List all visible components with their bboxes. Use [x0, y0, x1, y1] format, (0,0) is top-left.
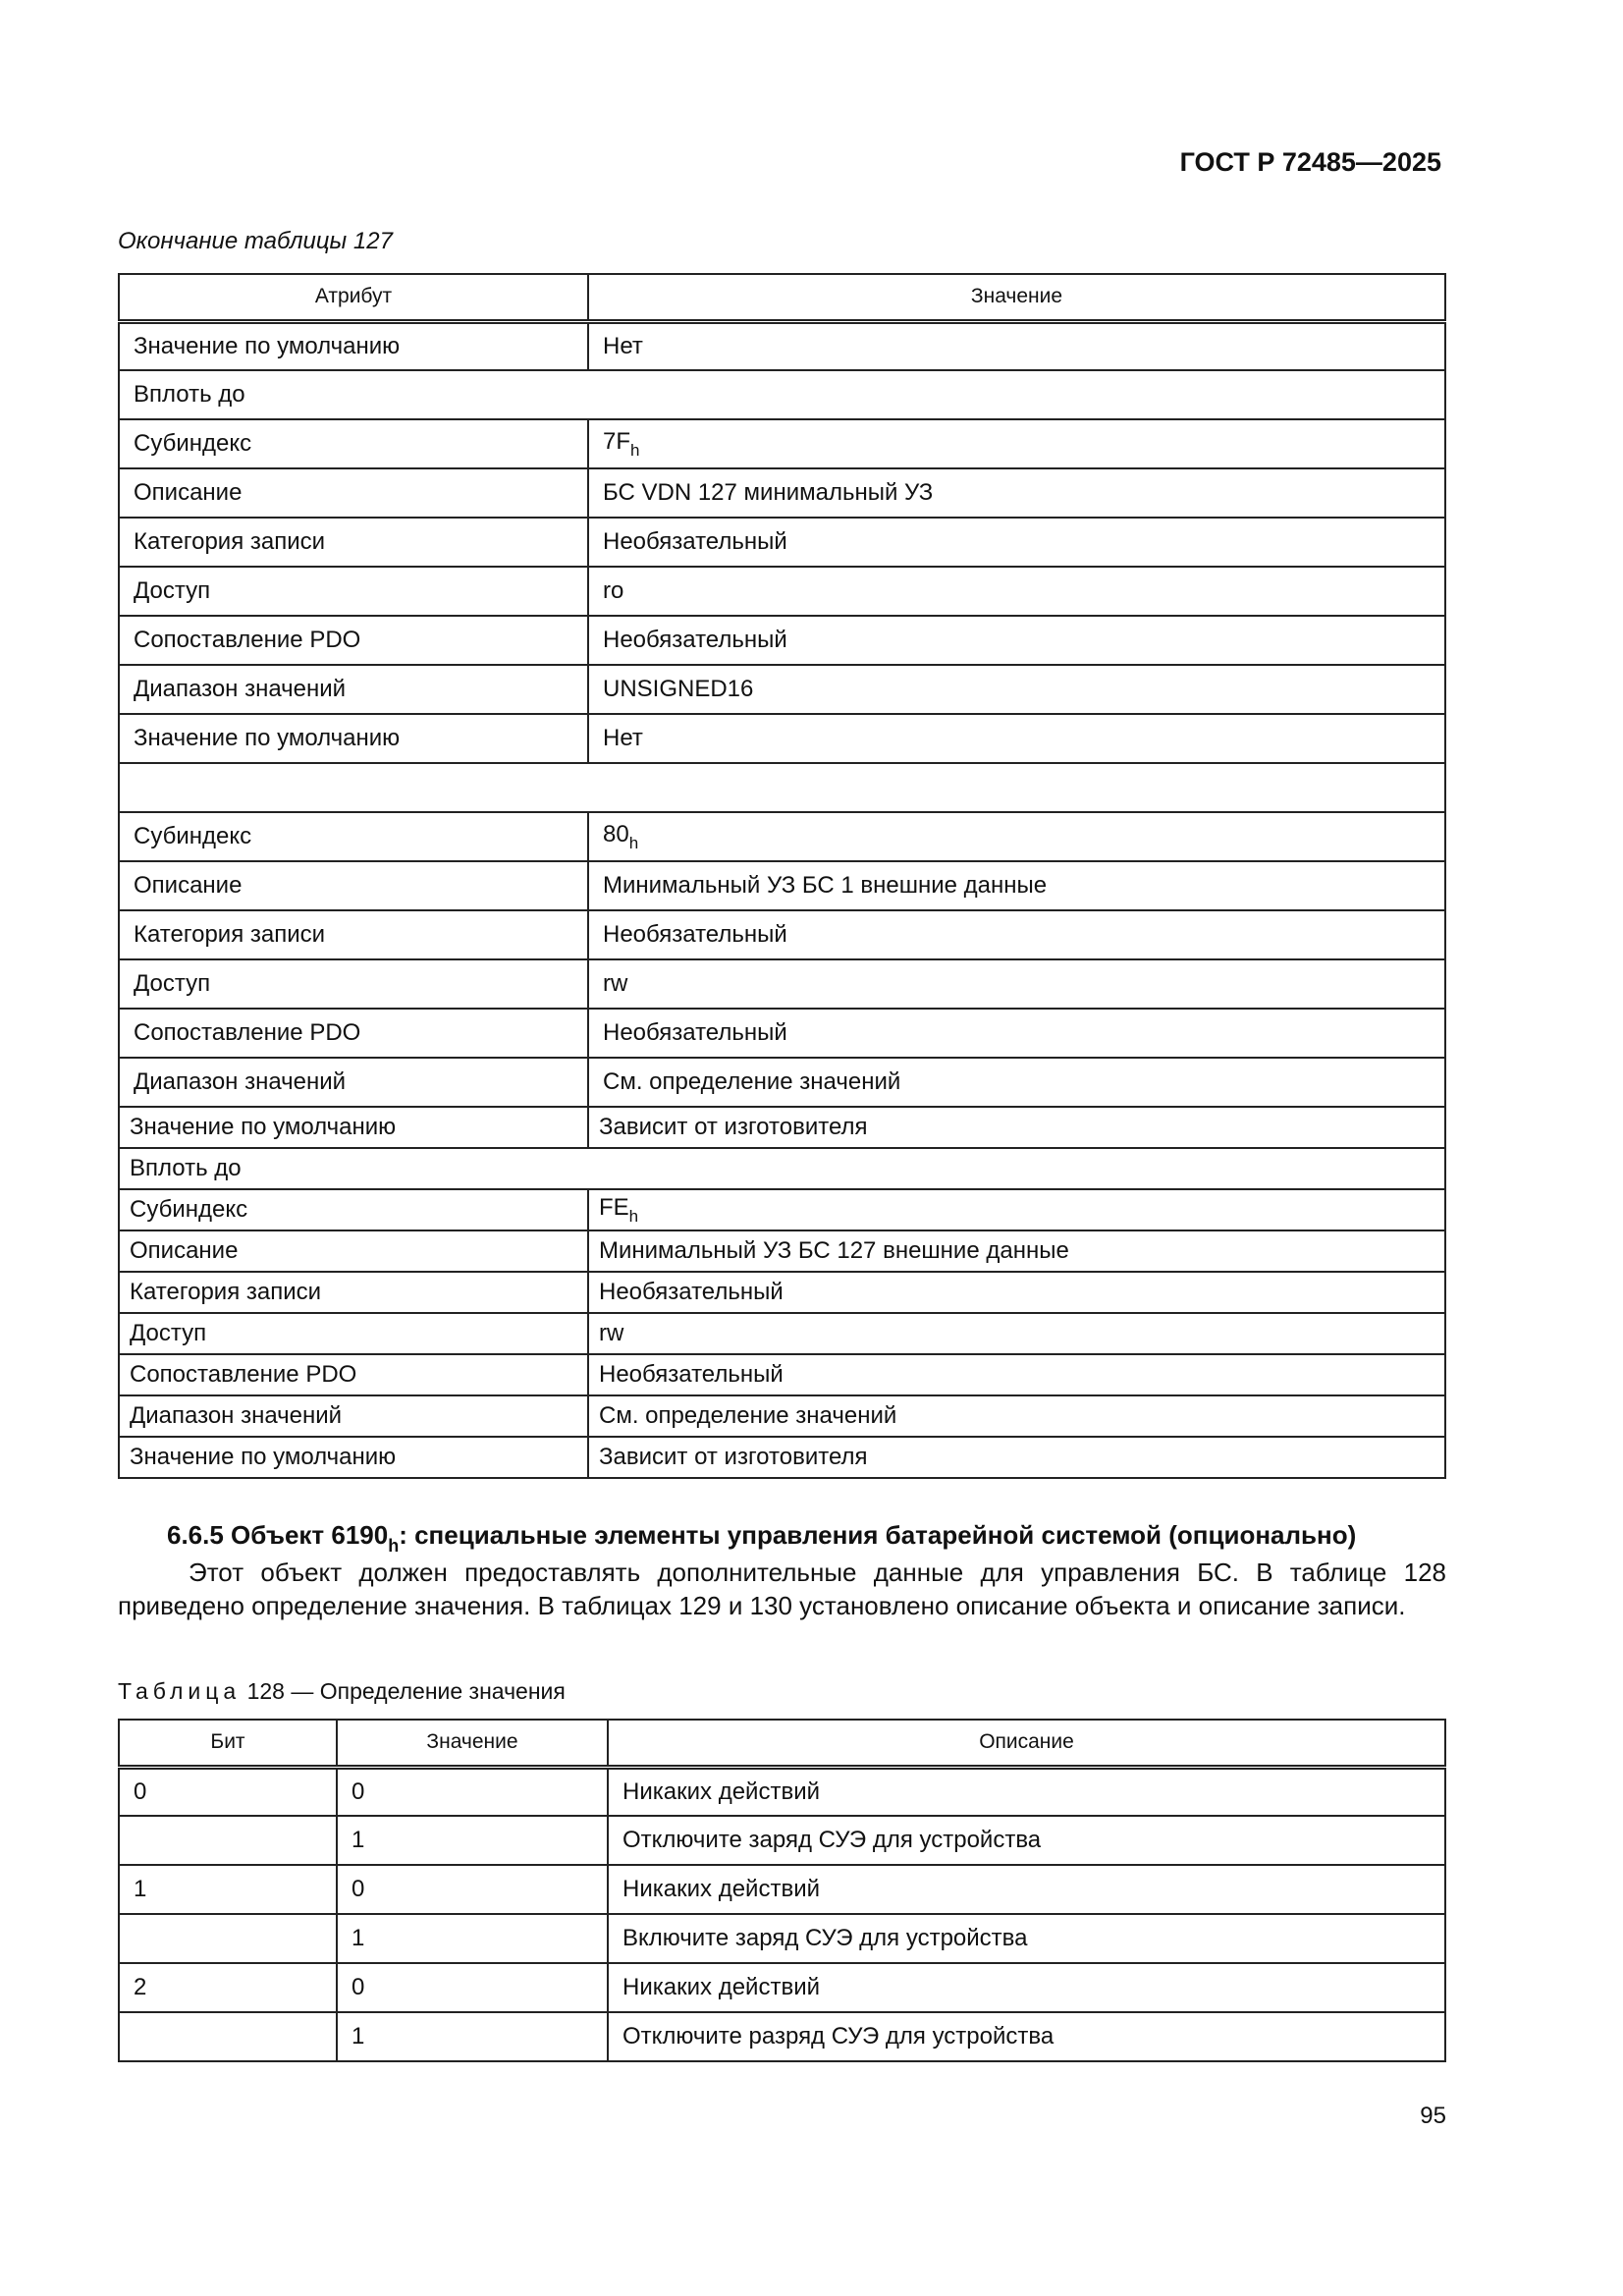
table-row	[119, 1230, 1445, 1272]
table-row	[119, 1865, 1445, 1914]
attribute-cell: Субиндекс	[119, 1189, 588, 1230]
attribute-cell: Описание	[119, 468, 588, 518]
table-row	[119, 321, 1445, 370]
attribute-cell: Категория записи	[119, 910, 588, 959]
table-127	[118, 273, 1446, 1479]
attribute-cell: Описание	[119, 861, 588, 910]
table-row	[119, 370, 1445, 419]
attribute-cell: Субиндекс	[119, 419, 588, 468]
section-paragraph: Этот объект должен предоставлять дополнительные данные для управления БС. В таблице 128 приведено определение значения. В таблицах 129 и 130 установлено описание объекта и описание записи.	[118, 1558, 1446, 1620]
value-text: 80	[603, 820, 629, 847]
table-128-caption	[118, 1678, 566, 1705]
attribute-cell: Субиндекс	[119, 812, 588, 861]
table-row	[119, 616, 1445, 665]
value-text: БС VDN 127 минимальный УЗ	[603, 479, 934, 506]
table-header-row	[119, 1720, 1445, 1767]
attribute-cell: Сопоставление PDO	[119, 1009, 588, 1058]
section-heading-subscript: h	[388, 1536, 400, 1556]
value-subscript: h	[628, 833, 639, 852]
value-cell	[588, 1395, 1445, 1437]
column-header-value: Значение	[588, 274, 1445, 321]
value-text: Зависит от изготовителя	[599, 1444, 868, 1470]
table-row	[119, 1148, 1445, 1189]
attribute-cell: Категория записи	[119, 1272, 588, 1313]
attribute-cell: Доступ	[119, 567, 588, 616]
value-text: Необязательный	[603, 1019, 787, 1046]
column-header-value: Значение	[337, 1720, 608, 1767]
value-text: Зависит от изготовителя	[599, 1114, 868, 1140]
attribute-cell: Значение по умолчанию	[119, 1107, 588, 1148]
value-cell	[588, 1354, 1445, 1395]
value-text: Необязательный	[603, 528, 787, 555]
table-row	[119, 567, 1445, 616]
table-row	[119, 861, 1445, 910]
description-cell: Никаких действий	[608, 1865, 1445, 1914]
table-row	[119, 1189, 1445, 1230]
value-cell	[588, 1107, 1445, 1148]
table-row	[119, 1354, 1445, 1395]
attribute-cell: Диапазон значений	[119, 665, 588, 714]
value-cell	[588, 468, 1445, 518]
value-cell	[588, 665, 1445, 714]
table-span-cell: Вплоть до	[119, 1148, 1445, 1189]
value-cell	[588, 1437, 1445, 1478]
value-cell: 0	[337, 1767, 608, 1816]
value-cell: 1	[337, 1914, 608, 1963]
value-text: Необязательный	[599, 1279, 784, 1305]
column-header-description: Описание	[608, 1720, 1445, 1767]
attribute-cell: Описание	[119, 1230, 588, 1272]
table-row	[119, 1767, 1445, 1816]
attribute-cell: Значение по умолчанию	[119, 714, 588, 763]
description-cell: Никаких действий	[608, 1963, 1445, 2012]
bit-cell: 0	[119, 1767, 337, 1816]
table-row	[119, 2012, 1445, 2061]
table-row	[119, 1107, 1445, 1148]
value-text: rw	[599, 1320, 624, 1346]
table-row	[119, 1963, 1445, 2012]
description-cell: Отключите заряд СУЭ для устройства	[608, 1816, 1445, 1865]
value-cell	[588, 518, 1445, 567]
table-row	[119, 1009, 1445, 1058]
table-row	[119, 714, 1445, 763]
value-cell	[588, 419, 1445, 468]
table-127-caption: Окончание таблицы 127	[118, 228, 393, 254]
bit-cell	[119, 2012, 337, 2061]
table-row	[119, 1272, 1445, 1313]
table-128	[118, 1719, 1446, 2062]
table-row	[119, 1058, 1445, 1107]
value-text: FE	[599, 1193, 629, 1221]
value-text: ro	[603, 577, 624, 604]
value-cell	[588, 1058, 1445, 1107]
attribute-cell: Доступ	[119, 1313, 588, 1354]
value-cell	[588, 1009, 1445, 1058]
value-text: Минимальный УЗ БС 127 внешние данные	[599, 1237, 1069, 1264]
table-header-row	[119, 274, 1445, 321]
value-text: Нет	[603, 725, 643, 751]
table-row	[119, 1914, 1445, 1963]
section-heading-prefix: 6.6.5 Объект 6190	[167, 1520, 389, 1550]
value-subscript: h	[630, 440, 640, 460]
table-row	[119, 812, 1445, 861]
attribute-cell: Доступ	[119, 959, 588, 1009]
table-row	[119, 763, 1445, 812]
value-cell: 1	[337, 2012, 608, 2061]
attribute-cell: Сопоставление PDO	[119, 1354, 588, 1395]
attribute-cell: Значение по умолчанию	[119, 1437, 588, 1478]
bit-cell	[119, 1816, 337, 1865]
value-cell: 0	[337, 1963, 608, 2012]
table-row	[119, 1816, 1445, 1865]
description-cell: Никаких действий	[608, 1767, 1445, 1816]
value-text: Необязательный	[599, 1361, 784, 1388]
table-span-cell: Вплоть до	[119, 370, 1445, 419]
table-row	[119, 1437, 1445, 1478]
value-cell	[588, 959, 1445, 1009]
value-cell	[588, 1189, 1445, 1230]
attribute-cell: Значение по умолчанию	[119, 321, 588, 370]
page-number: 95	[1420, 2103, 1446, 2129]
column-header-attribute: Атрибут	[119, 274, 588, 321]
bit-cell	[119, 1914, 337, 1963]
table-128-caption-title: 128 — Определение значения	[241, 1678, 566, 1704]
table-row	[119, 1395, 1445, 1437]
value-text: См. определение значений	[603, 1068, 901, 1095]
attribute-cell: Диапазон значений	[119, 1395, 588, 1437]
table-128-caption-word: Таблица	[118, 1678, 242, 1704]
section-heading	[118, 1520, 1446, 1557]
value-cell	[588, 616, 1445, 665]
value-cell	[588, 1313, 1445, 1354]
value-cell: 1	[337, 1816, 608, 1865]
value-cell	[588, 812, 1445, 861]
value-cell	[588, 861, 1445, 910]
table-row	[119, 468, 1445, 518]
table-row	[119, 665, 1445, 714]
table-127-body	[119, 321, 1445, 1478]
table-span-cell	[119, 763, 1445, 812]
value-cell	[588, 1230, 1445, 1272]
value-cell	[588, 321, 1445, 370]
description-cell: Отключите разряд СУЭ для устройства	[608, 2012, 1445, 2061]
attribute-cell: Диапазон значений	[119, 1058, 588, 1107]
value-cell: 0	[337, 1865, 608, 1914]
value-cell	[588, 910, 1445, 959]
value-text: UNSIGNED16	[603, 676, 754, 702]
column-header-bit: Бит	[119, 1720, 337, 1767]
table-row	[119, 419, 1445, 468]
value-text: Необязательный	[603, 627, 787, 653]
table-row	[119, 910, 1445, 959]
table-row	[119, 518, 1445, 567]
document-code: ГОСТ Р 72485—2025	[1179, 147, 1441, 177]
value-cell	[588, 567, 1445, 616]
attribute-cell: Категория записи	[119, 518, 588, 567]
value-text: Необязательный	[603, 921, 787, 948]
value-cell	[588, 714, 1445, 763]
section-heading-suffix: : специальные элементы управления батарейной системой (опционально)	[399, 1520, 1357, 1550]
value-text: Минимальный УЗ БС 1 внешние данные	[603, 872, 1048, 899]
value-text: rw	[603, 970, 628, 997]
bit-cell: 2	[119, 1963, 337, 2012]
value-text: 7F	[603, 427, 631, 455]
value-subscript: h	[628, 1206, 639, 1226]
value-text: См. определение значений	[599, 1402, 897, 1429]
attribute-cell: Сопоставление PDO	[119, 616, 588, 665]
value-cell	[588, 1272, 1445, 1313]
bit-cell: 1	[119, 1865, 337, 1914]
value-text: Нет	[603, 332, 643, 359]
table-row	[119, 959, 1445, 1009]
table-row	[119, 1313, 1445, 1354]
table-128-body	[119, 1767, 1445, 2061]
description-cell: Включите заряд СУЭ для устройства	[608, 1914, 1445, 1963]
